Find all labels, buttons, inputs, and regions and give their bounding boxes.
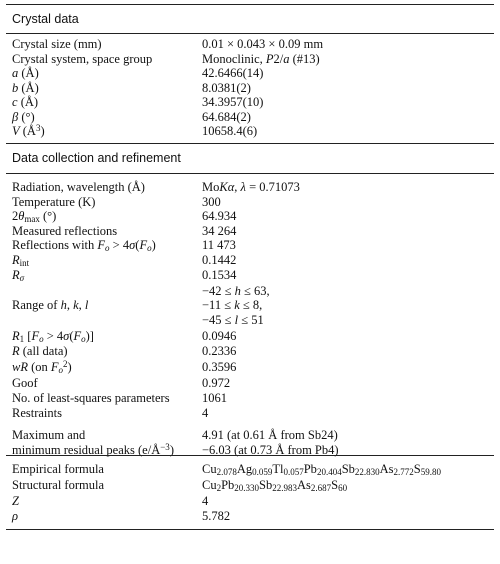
row-structural-formula: [12, 478, 492, 493]
row-label: No. of least-squares parameters: [12, 391, 170, 405]
row-label: Restraints: [12, 406, 62, 420]
row-label: Reflections with $F_o > 4\sigma(F_o)$: [12, 238, 156, 253]
row-value: 4.91 (at 0.61 Å from Sb24) −6.03 (at 0.73 Å from Pb4): [202, 428, 339, 457]
row-rsigma: [12, 268, 492, 283]
row-value: 11 473: [202, 238, 236, 252]
row-residual-peaks: [12, 421, 492, 457]
row-label: $R_\sigma$: [12, 268, 25, 283]
row-value: $Cu_2Pb_{20.330}Sb_{22.983}As_{2.687}S_{60}$: [202, 478, 348, 493]
row-crystal-size: [12, 37, 492, 52]
rule: [6, 173, 494, 174]
row-b: [12, 81, 492, 96]
rule: [6, 455, 494, 456]
row-label: Measured reflections: [12, 223, 118, 238]
row-value: −42 ≤ h ≤ 63, −11 ≤ k ≤ 8, −45 ≤ l ≤ 51: [202, 283, 270, 327]
bottom-rule: [6, 529, 494, 530]
row-label: Radiation, wavelength (Å): [12, 180, 145, 194]
row-rint: [12, 253, 492, 268]
row-label: $R_1$ $[F_o > 4\sigma(F_o)]$: [12, 329, 94, 344]
row-label: β (°): [12, 109, 35, 124]
row-value: MoKα, λ = 0.71073: [202, 180, 300, 194]
row-value: 300: [202, 194, 221, 209]
row-crystal-system: [12, 52, 492, 67]
row-radiation: [12, 180, 492, 195]
row-label: Maximum and minimum residual peaks $(e/Å^{-3})$: [12, 428, 174, 457]
section-heading-data-collection: Data collection and refinement: [12, 144, 492, 172]
row-label: R (all data): [12, 344, 68, 358]
row-label: V $(Å^3)$: [12, 123, 45, 138]
row-measured-reflections: [12, 224, 492, 239]
row-value: 34 264: [202, 223, 237, 238]
row-c: [12, 95, 492, 110]
section-heading-crystal-data: Crystal data: [12, 5, 492, 33]
row-theta-max: [12, 209, 492, 224]
row-z: [12, 494, 492, 509]
row-label: Z: [12, 494, 19, 508]
row-label: $R_{int}$: [12, 253, 30, 268]
row-reflections-4sigma: [12, 238, 492, 253]
row-value: 1061: [202, 391, 227, 405]
row-label: $2\theta_{max}$ (°): [12, 209, 57, 224]
row-label: Crystal size (mm): [12, 37, 102, 51]
row-value: 10658.4(6): [202, 124, 258, 138]
row-value: 0.972: [202, 376, 231, 390]
row-a: [12, 66, 492, 81]
row-temperature: [12, 195, 492, 210]
row-value: 0.01 × 0.043 × 0.09 mm: [202, 37, 324, 51]
row-label: Structural formula: [12, 478, 104, 492]
row-label: Range of h, k, l: [12, 298, 89, 312]
row-value: Monoclinic, P2/a (#13): [202, 51, 320, 66]
row-label: Goof: [12, 376, 38, 390]
row-density: [12, 509, 492, 524]
row-value: 8.0381(2): [202, 80, 251, 95]
row-label: a (Å): [12, 66, 39, 80]
row-r1: [12, 329, 492, 344]
row-value: 34.3957(10): [202, 95, 264, 109]
row-hkl-range: [12, 284, 492, 328]
rule: [6, 33, 494, 34]
row-value: $Cu_{2.078}Ag_{0.059}Tl_{0.057}Pb_{20.404}Sb_{22.830}As_{2.772}S_{59.80}$: [202, 462, 441, 477]
row-label: Crystal system, space group: [12, 51, 153, 66]
row-restraints: [12, 406, 492, 421]
row-wr: [12, 360, 492, 375]
row-value: 42.6466(14): [202, 66, 264, 80]
row-value: 0.0946: [202, 329, 237, 343]
row-value: 0.1442: [202, 253, 237, 267]
row-value: 64.934: [202, 209, 237, 223]
row-label: Temperature (K): [12, 194, 96, 209]
row-beta: [12, 110, 492, 125]
row-value: 4: [202, 494, 209, 508]
row-empirical-formula: [12, 462, 492, 477]
row-label: Empirical formula: [12, 462, 104, 476]
row-r-all: [12, 344, 492, 359]
row-label: ρ: [12, 509, 18, 523]
row-value: 5.782: [202, 509, 231, 523]
row-label: b (Å): [12, 80, 39, 95]
row-value: 0.1534: [202, 268, 237, 282]
row-goof: [12, 376, 492, 391]
row-label: c (Å): [12, 95, 39, 109]
row-ls-parameters: [12, 391, 492, 406]
row-value: 0.3596: [202, 360, 237, 374]
row-value: 4: [202, 406, 209, 420]
row-volume: [12, 124, 492, 139]
row-value: 64.684(2): [202, 109, 251, 124]
row-value: 0.2336: [202, 344, 237, 358]
row-label: wR (on $F_o^2$): [12, 359, 72, 375]
